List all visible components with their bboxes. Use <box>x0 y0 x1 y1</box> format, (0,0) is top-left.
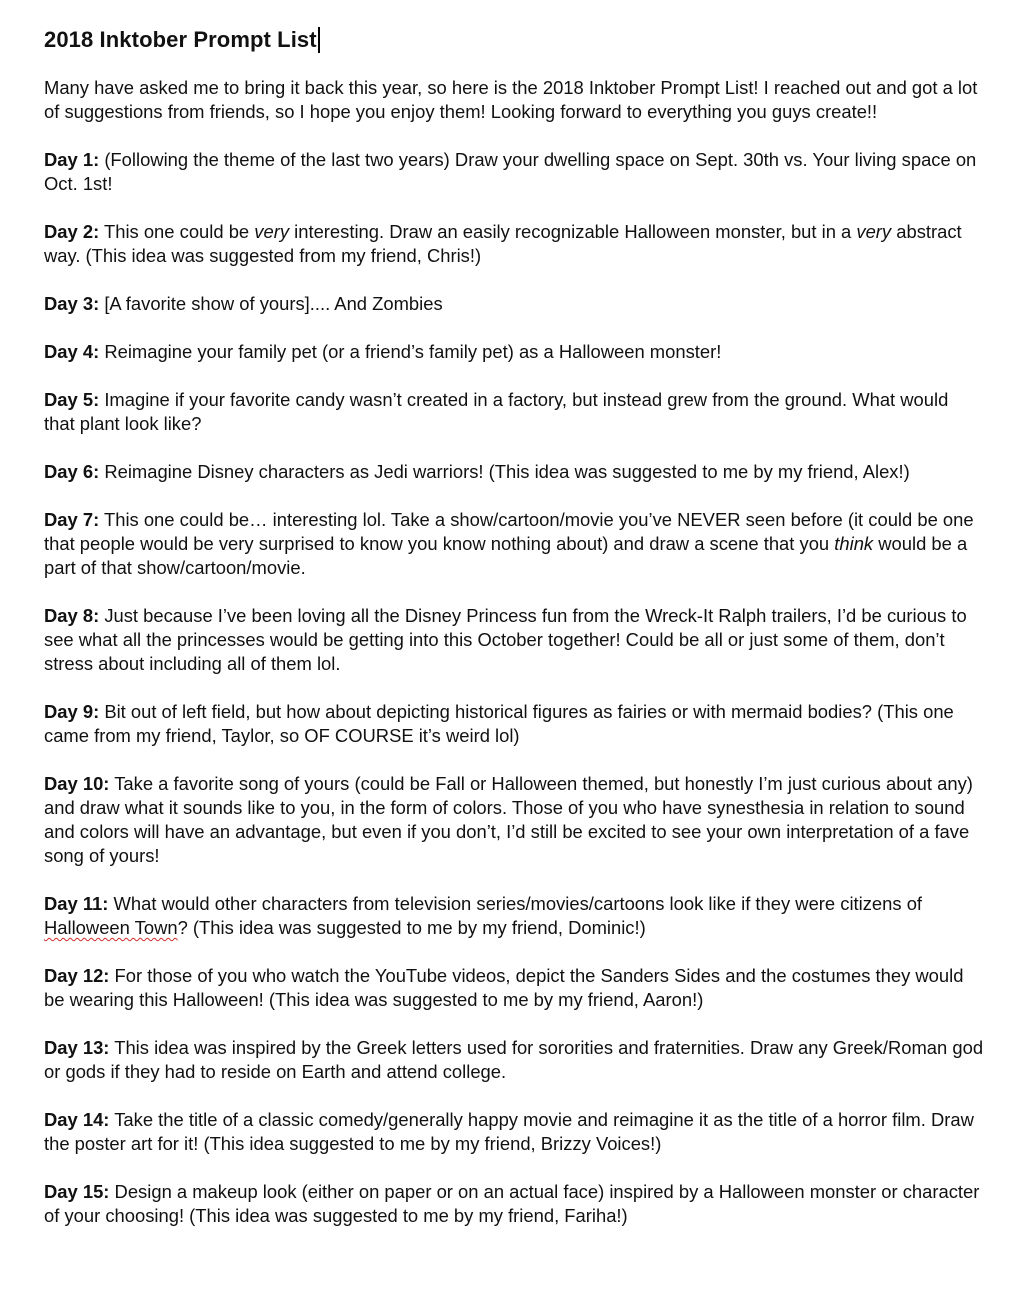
day-8-paragraph <box>44 604 984 676</box>
day-text: Design a makeup look (either on paper or on an actual face) inspired by a Halloween monster or character of your choosing! (This idea was suggested to me by my friend, Fariha!) <box>44 1181 980 1226</box>
day-text: interesting. Draw an easily recognizable Halloween monster, but in a <box>289 221 857 242</box>
day-text: This one could be <box>99 221 255 242</box>
day-text: This one could be… interesting lol. Take a show/cartoon/movie you’ve NEVER seen before (it could be one that people would be very surprised to know you know nothing about) and draw a scene that you <box>44 509 974 554</box>
day-label: Day 7: <box>44 509 100 530</box>
day-text: Just because I’ve been loving all the Disney Princess fun from the Wreck-It Ralph trailers, I’d be curious to see what all the princesses would be getting into this October together! Could be all or just some of them, don’t stress about including all of them lol. <box>44 605 967 674</box>
day-text: ? (This idea was suggested to me by my friend, Dominic!) <box>177 917 646 938</box>
day-1-paragraph <box>44 148 984 196</box>
day-15-paragraph <box>44 1180 984 1228</box>
day-text: Reimagine your family pet (or a friend’s family pet) as a Halloween monster! <box>99 341 722 362</box>
day-text: Take the title of a classic comedy/generally happy movie and reimagine it as the title of a horror film. Draw the poster art for it! (This idea suggested to me by my friend, Brizzy Voices!) <box>44 1109 974 1154</box>
day-4-paragraph <box>44 340 984 364</box>
day-label: Day 3: <box>44 293 100 314</box>
day-label: Day 9: <box>44 701 100 722</box>
day-10-paragraph <box>44 772 984 868</box>
day-label: Day 2: <box>44 221 100 242</box>
emphasis-text: very <box>856 221 892 242</box>
day-11-paragraph <box>44 892 984 940</box>
day-text: [A favorite show of yours].... And Zombies <box>99 293 443 314</box>
day-text: This idea was inspired by the Greek letters used for sororities and fraternities. Draw any Greek/Roman god or gods if they had to reside on Earth and attend college. <box>44 1037 984 1082</box>
day-2-paragraph <box>44 220 984 268</box>
emphasis-text: think <box>834 533 874 554</box>
day-text: Reimagine Disney characters as Jedi warriors! (This idea was suggested to me by my friend, Alex!) <box>99 461 910 482</box>
day-14-paragraph <box>44 1108 984 1156</box>
day-text: Bit out of left field, but how about depicting historical figures as fairies or with mermaid bodies? (This one came from my friend, Taylor, so OF COURSE it’s weird lol) <box>44 701 954 746</box>
day-label: Day 10: <box>44 773 110 794</box>
document-title-text: 2018 Inktober Prompt List <box>44 27 317 52</box>
day-text: Take a favorite song of yours (could be Fall or Halloween themed, but honestly I’m just curious about any) and draw what it sounds like to you, in the form of colors. Those of you who have synesthesia in relation to sound and colors will have an advantage, but even if you don’t, I’d still be excited to see your own interpretation of a fave song of yours! <box>44 773 973 866</box>
day-label: Day 13: <box>44 1037 110 1058</box>
day-label: Day 15: <box>44 1181 110 1202</box>
day-7-paragraph <box>44 508 984 580</box>
day-5-paragraph <box>44 388 984 436</box>
day-text: Imagine if your favorite candy wasn’t created in a factory, but instead grew from the ground. What would that plant look like? <box>44 389 949 434</box>
day-label: Day 11: <box>44 893 109 914</box>
day-label: Day 5: <box>44 389 100 410</box>
day-text: What would other characters from television series/movies/cartoons look like if they were citizens of <box>108 893 923 914</box>
day-label: Day 1: <box>44 149 100 170</box>
day-text: For those of you who watch the YouTube videos, depict the Sanders Sides and the costumes they would be wearing this Halloween! (This idea was suggested to me by my friend, Aaron!) <box>44 965 964 1010</box>
day-label: Day 12: <box>44 965 110 986</box>
intro-paragraph: Many have asked me to bring it back this year, so here is the 2018 Inktober Prompt List! I reached out and got a lot of suggestions from friends, so I hope you enjoy them! Looking forward to everything you guys create!! <box>44 77 978 122</box>
day-label: Day 14: <box>44 1109 110 1130</box>
day-12-paragraph <box>44 964 984 1012</box>
day-3-paragraph <box>44 292 984 316</box>
day-text: would be a part of that show/cartoon/movie. <box>44 533 968 578</box>
day-6-paragraph <box>44 460 984 484</box>
day-9-paragraph <box>44 700 984 748</box>
emphasis-text: very <box>254 221 290 242</box>
day-text: (Following the theme of the last two years) Draw your dwelling space on Sept. 30th vs. Your living space on Oct. 1st! <box>44 149 977 194</box>
day-text: abstract way. (This idea was suggested from my friend, Chris!) <box>44 221 962 266</box>
day-13-paragraph <box>44 1036 984 1084</box>
day-label: Day 4: <box>44 341 100 362</box>
day-label: Day 8: <box>44 605 100 626</box>
spellcheck-flagged-text: Halloween Town <box>44 917 178 938</box>
day-label: Day 6: <box>44 461 100 482</box>
document-page <box>44 20 984 1252</box>
text-cursor <box>318 27 320 53</box>
document-title <box>44 20 320 60</box>
